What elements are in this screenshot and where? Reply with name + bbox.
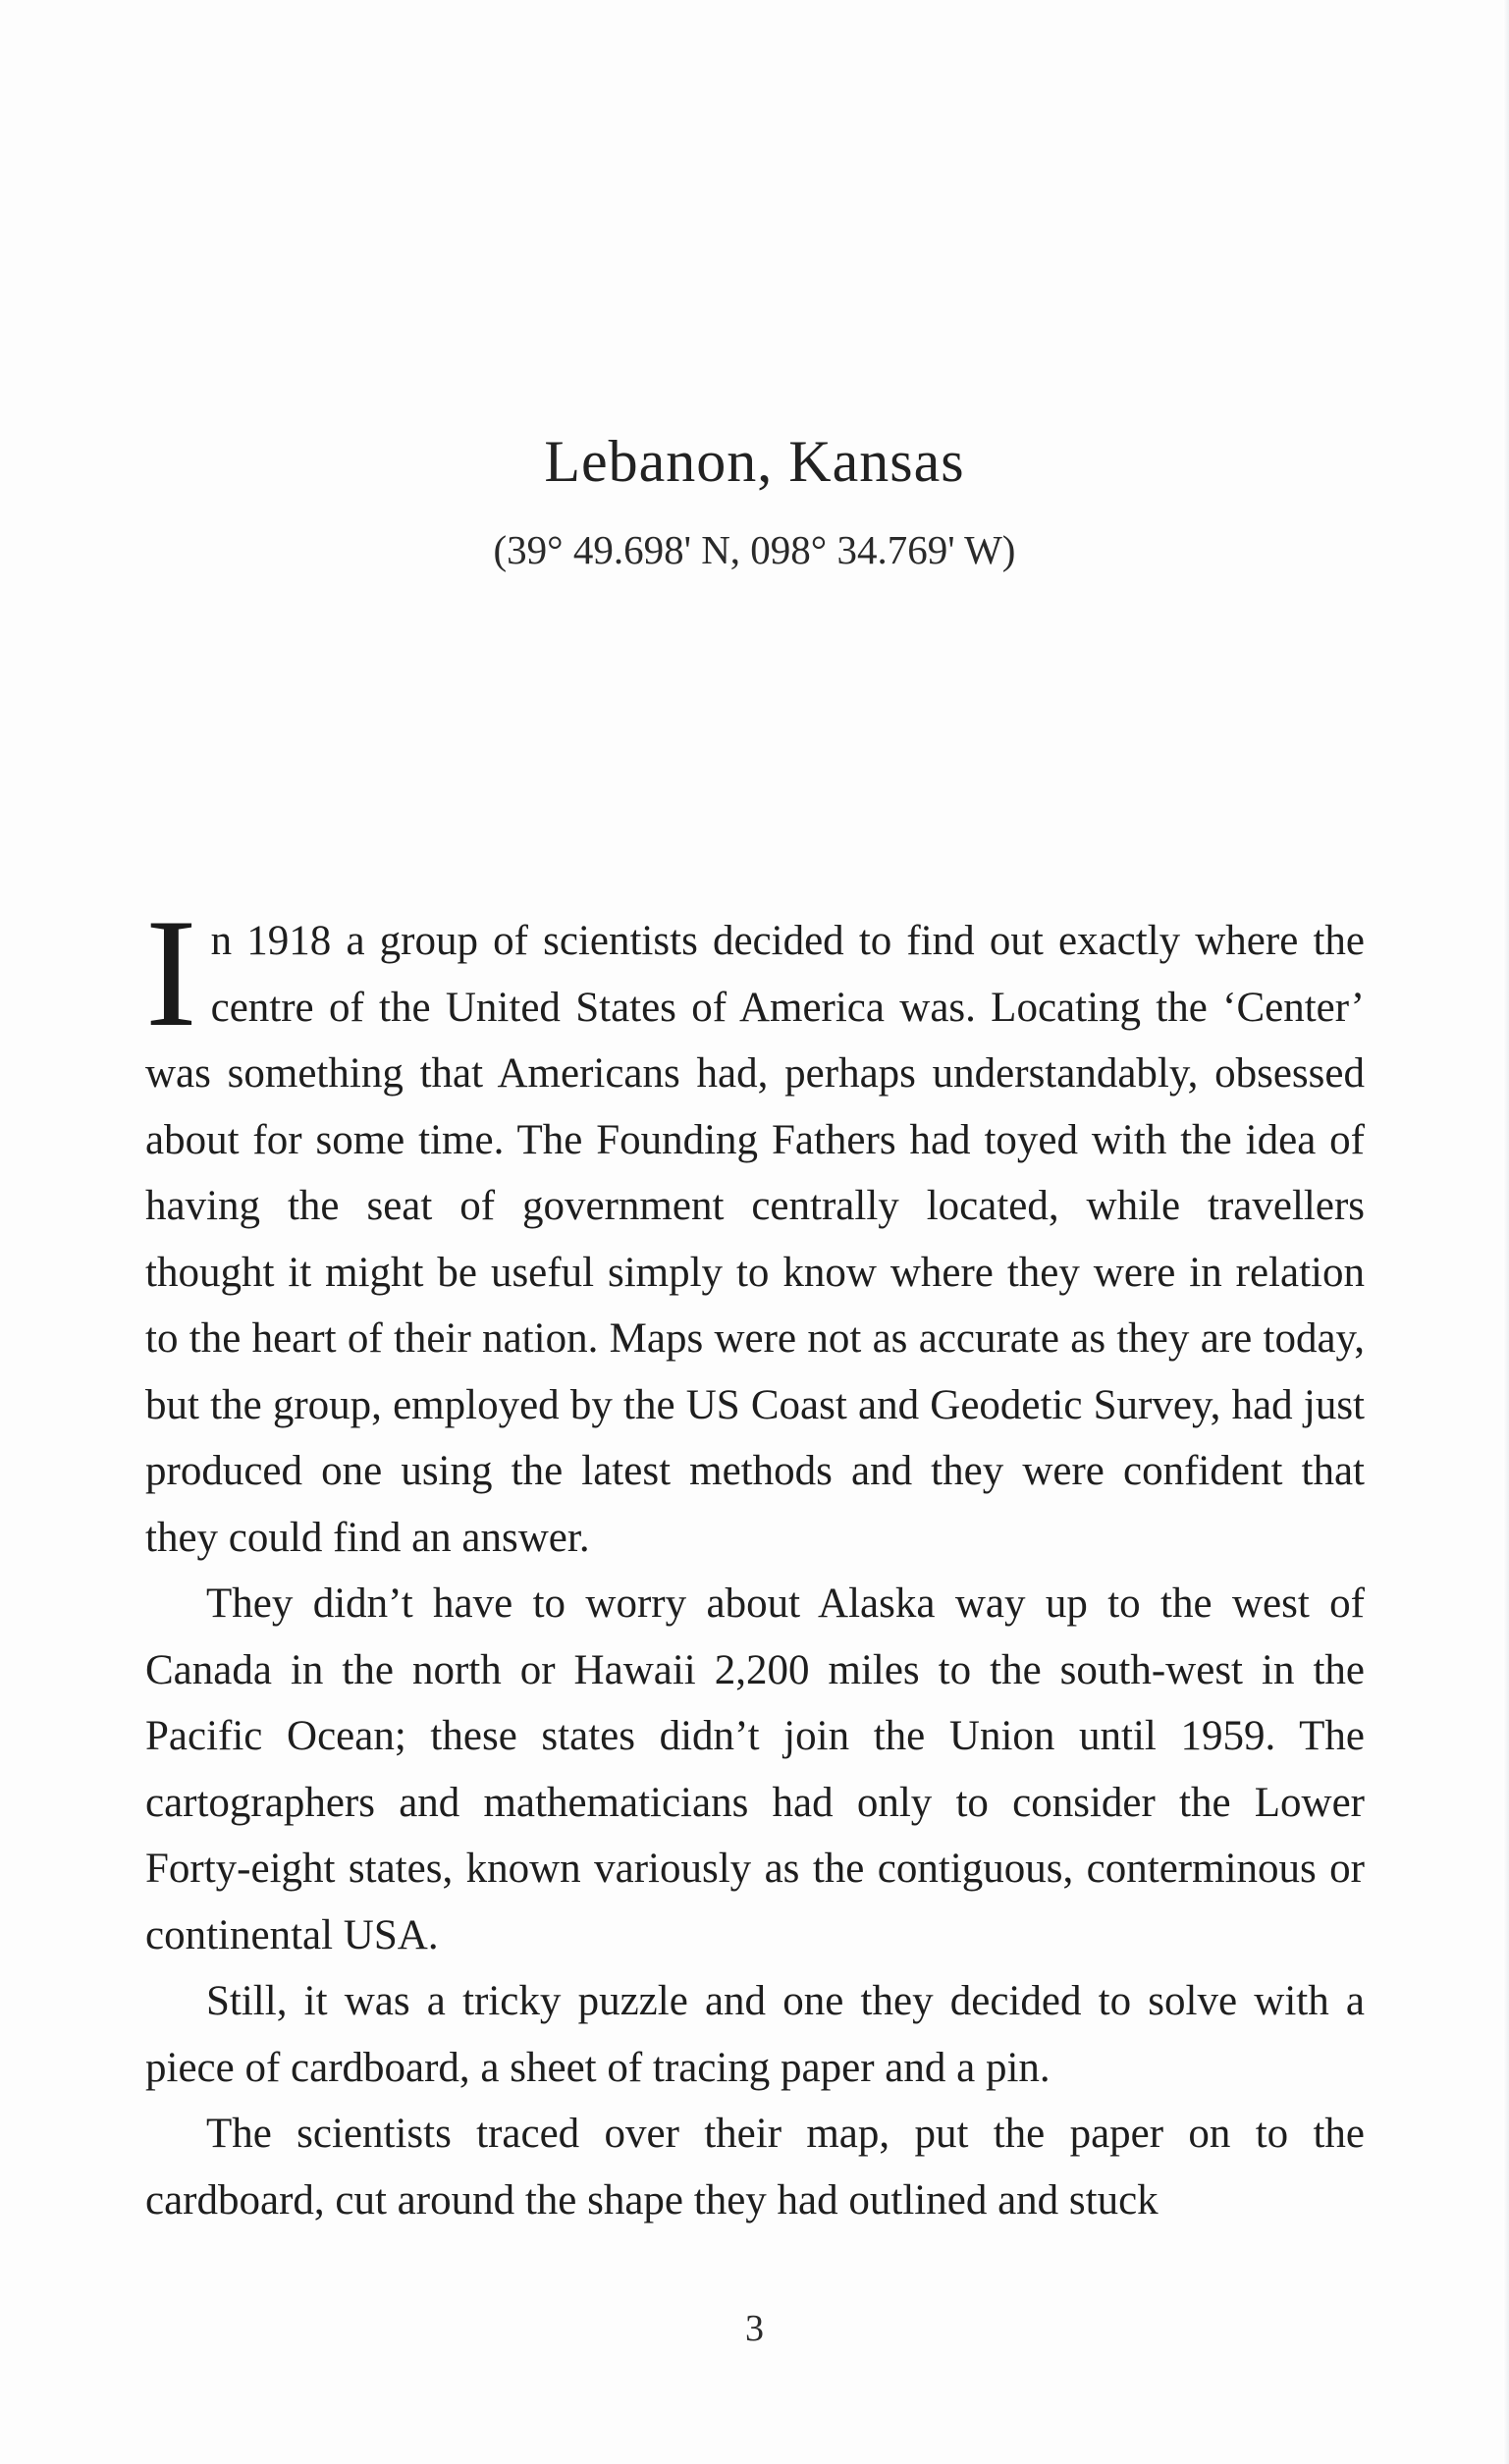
paragraph-4: The scientists traced over their map, put the paper on to the cardboard, cut around the shape they had outlined and stuck [145, 2111, 1365, 2223]
paragraph-1-text: n 1918 a group of scientists decided to find out exactly where the centre of the United States of America was. Locating the ‘Center’ was something that Americans had, perhaps understandably, obsessed about for some time. The Founding Fathers had toyed with the idea of having the seat of government centrally located, while travellers thought it might be useful simply to know where they were in relation to the heart of their nation. Maps were not as accurate as they are today, but the group, employed by the US Coast and Geodetic Survey, had just produced one using the latest methods and they were confident that they could find an answer. [145, 918, 1365, 1561]
paragraph-2: They didn’t have to worry about Alaska way up to the west of Canada in the north or Hawaii 2,200 miles to the south-west in the Pacific Ocean; these states didn’t join the Union until 1959. The cartographers and mathematicians had only to consider the Lower Forty-eight states, known variously as the contiguous, conterminous or continental USA. [145, 1580, 1365, 1958]
chapter-coordinates: (39° 49.698' N, 098° 34.769' W) [493, 527, 1016, 572]
drop-cap: I [145, 887, 197, 1059]
paragraph-3: Still, it was a tricky puzzle and one they decided to solve with a piece of cardboard, a sheet of tracing paper and a pin. [145, 1978, 1365, 2091]
paragraph-1 [145, 887, 1365, 1571]
chapter-title: Lebanon, Kansas [544, 429, 965, 494]
page-number: 3 [745, 2308, 764, 2349]
body-text [145, 887, 1365, 2233]
page-edge-shadow [1503, 0, 1509, 2464]
